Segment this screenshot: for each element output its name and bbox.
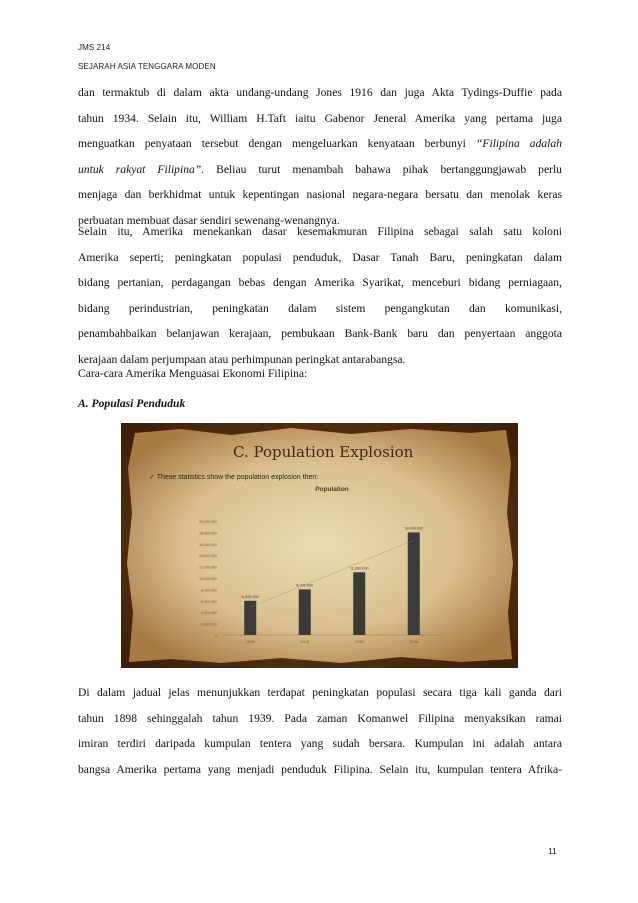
text-line: menjaga dan berkhidmat untuk kepentingan nasional negara-negara bersatu dan menolak keras: [78, 188, 562, 201]
text-line: bangsa Amerika pertama yang menjadi penduduk Filipina. Selain itu, kumpulan tentera Afrika-: [78, 762, 562, 776]
course-title: SEJARAH ASIA TENGGARA MODEN: [78, 62, 216, 71]
slide-bullet-text: These statistics show the population explosion then:: [156, 474, 319, 481]
data-label: 11,000,000: [349, 566, 369, 571]
text-line: perbuatan membuat dasar sendiri sewenang-wenangnya.: [78, 213, 340, 227]
y-tick-label: 8,000,000: [201, 588, 217, 593]
bar-1918: [299, 589, 311, 635]
chart-title: Population: [315, 486, 349, 493]
text-segment: menguatkan penyataan tersebut dengan mengeluarkan kenyataan berbunyi: [78, 137, 466, 150]
y-tick-label: 4,000,000: [201, 611, 217, 616]
section-heading: A. Populasi Penduduk: [78, 397, 186, 410]
population-slide-figure: [121, 423, 518, 668]
text-line: kerajaan dalam perjumpaan atau perhimpunan peringkat antarabangsa.: [78, 352, 406, 366]
data-label: 8,000,000: [296, 583, 314, 588]
y-tick-label: 12,000,000: [199, 565, 217, 570]
y-tick-label: 16,000,000: [199, 542, 217, 547]
text-line: Di dalam jadual jelas menunjukkan terdapat peningkatan populasi secara tiga kali ganda dari: [78, 686, 562, 699]
y-tick-label: 2,000,000: [201, 622, 217, 627]
text-segment: Beliau turut menambah bahawa pihak bertanggungjawab perlu: [216, 162, 562, 176]
x-tick-label: 1939: [354, 639, 364, 644]
text-line: bidang perindustrian, peningkatan dalam sistem pengangkutan dan komunikasi,: [78, 301, 562, 315]
text-line: tahun 1934. Selain itu, William H.Taft iaitu Gabenor Jeneral Amerika yang pertama juga: [78, 111, 562, 125]
paragraph-2: [78, 219, 562, 372]
text-line: bidang pertanian, perdagangan bebas dengan Amerika Syarikat, menceburi bidang perniagaan,: [78, 276, 562, 289]
text-line: Selain itu, Amerika menekankan dasar kesemakmuran Filipina sebagai salah satu koloni: [78, 225, 562, 238]
x-tick-label: 1898: [245, 639, 255, 644]
quote-italic: “Filipina adalah: [475, 137, 562, 150]
y-tick-label: 14,000,000: [199, 554, 217, 559]
section-intro: Cara-cara Amerika Menguasai Ekonomi Filipina:: [78, 367, 308, 380]
text-line: imiran terdiri daripada kumpulan tentera yang sudah bersara. Kumpulan ini adalah antara: [78, 737, 562, 750]
y-tick-label: 18,000,000: [199, 531, 217, 536]
text-line: penambahbaikan belanjawan kerajaan, pembukaan Bank-Bank baru dan penyertaan anggota: [78, 327, 562, 340]
data-label: 18,000,000: [404, 526, 424, 531]
paragraph-3: [78, 680, 562, 782]
y-tick-label: 0: [215, 634, 217, 638]
data-label: 6,000,000: [241, 594, 259, 599]
text-line: dan termaktub di dalam akta undang-undang Jones 1916 dan juga Akta Tydings-Duffie pada: [78, 86, 562, 99]
bar-1939: [353, 572, 365, 635]
bar-1948: [408, 532, 420, 635]
text-line: Amerika seperti; peningkatan populasi penduduk, Dasar Tanah Baru, peningkatan dalam: [78, 250, 562, 264]
quote-italic: untuk rakyat Filipina”.: [78, 162, 205, 176]
check-icon: ✓: [149, 474, 155, 481]
paragraph-1: [78, 80, 562, 233]
text-line: [78, 157, 562, 183]
parchment-paper: [127, 428, 513, 663]
y-tick-label: 20,000,000: [199, 520, 217, 524]
x-tick-label: 1918: [300, 639, 310, 644]
x-tick-label: 1948: [409, 639, 419, 644]
y-tick-label: 10,000,000: [199, 577, 217, 581]
course-code: JMS 214: [78, 43, 111, 52]
text-line: [78, 131, 562, 157]
slide-bullet: [149, 474, 318, 481]
text-line: tahun 1898 sehinggalah tahun 1939. Pada zaman Komanwel Filipina menyaksikan ramai: [78, 711, 562, 725]
page-number: 11: [548, 846, 557, 856]
bar-1898: [244, 601, 256, 635]
y-tick-label: 6,000,000: [201, 599, 217, 604]
slide-title: C. Population Explosion: [233, 443, 414, 461]
